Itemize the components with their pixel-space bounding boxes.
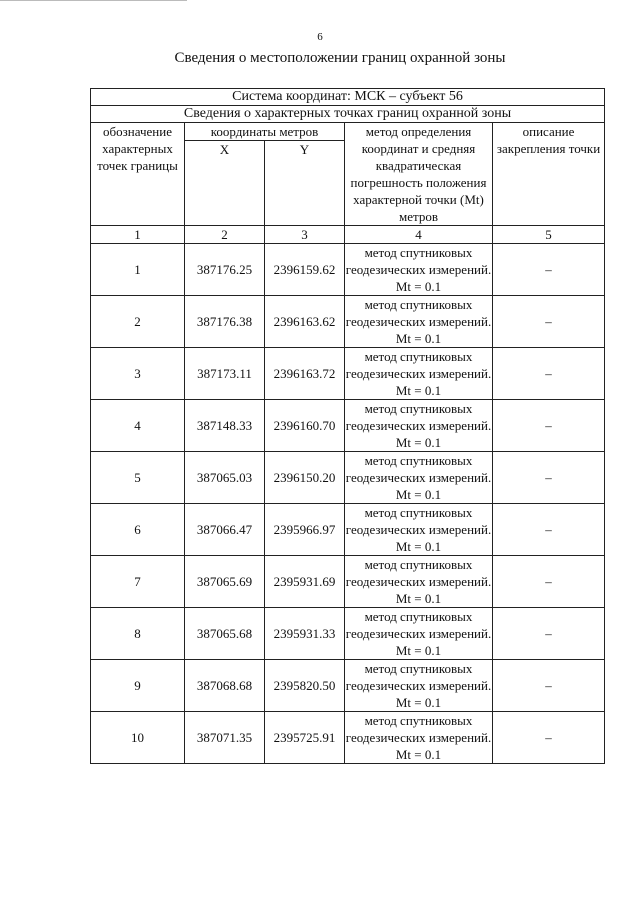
description-cell: – [493, 660, 605, 712]
table-row [91, 452, 605, 504]
x-coordinate-cell: 387065.03 [185, 452, 265, 504]
method-cell: метод спутниковых геодезических измерений. Mt = 0.1 [345, 661, 492, 710]
point-number-cell: 4 [91, 400, 185, 452]
point-number-cell: 2 [91, 296, 185, 348]
column-number: 1 [91, 226, 185, 244]
y-coordinate-cell: 2396160.70 [265, 400, 345, 452]
point-number-cell: 7 [91, 556, 185, 608]
x-coordinate-cell: 387065.69 [185, 556, 265, 608]
description-cell: – [493, 608, 605, 660]
y-coordinate-cell: 2395820.50 [265, 660, 345, 712]
description-cell: – [493, 244, 605, 296]
table-row [91, 712, 605, 764]
y-coordinate-cell: 2395931.33 [265, 608, 345, 660]
table-row [91, 608, 605, 660]
y-coordinate-cell: 2395966.97 [265, 504, 345, 556]
y-coordinate-cell: 2395725.91 [265, 712, 345, 764]
table-row [91, 556, 605, 608]
x-coordinate-cell: 387176.38 [185, 296, 265, 348]
method-cell: метод спутниковых геодезических измерений. Mt = 0.1 [345, 297, 492, 346]
x-coordinate-cell: 387065.68 [185, 608, 265, 660]
description-cell: – [493, 556, 605, 608]
y-coordinate-cell: 2396163.62 [265, 296, 345, 348]
table-row [91, 400, 605, 452]
description-cell: – [493, 348, 605, 400]
column-number: 3 [265, 226, 345, 244]
description-cell: – [493, 400, 605, 452]
section-title-cell: Сведения о характерных точках границ охранной зоны [91, 106, 605, 123]
x-coordinate-cell: 387068.68 [185, 660, 265, 712]
method-cell: метод спутниковых геодезических измерений. Mt = 0.1 [345, 609, 492, 658]
point-number-cell: 1 [91, 244, 185, 296]
x-coordinate-cell: 387066.47 [185, 504, 265, 556]
y-coordinate-cell: 2396150.20 [265, 452, 345, 504]
header-method: метод определения координат и средняя квадратическая погрешность положения характерной точки (Mt) метров [345, 123, 493, 226]
header-y: Y [265, 141, 345, 226]
boundary-points-table [90, 88, 605, 764]
method-cell: метод спутниковых геодезических измерений. Mt = 0.1 [345, 349, 492, 398]
table-row [91, 660, 605, 712]
method-cell: метод спутниковых геодезических измерений. Mt = 0.1 [345, 557, 492, 606]
y-coordinate-cell: 2396163.72 [265, 348, 345, 400]
column-number: 4 [345, 226, 493, 244]
y-coordinate-cell: 2396159.62 [265, 244, 345, 296]
coordinate-system-row [91, 89, 605, 106]
description-cell: – [493, 712, 605, 764]
table-row [91, 348, 605, 400]
column-number: 2 [185, 226, 265, 244]
point-number-cell: 5 [91, 452, 185, 504]
method-cell: метод спутниковых геодезических измерений. Mt = 0.1 [345, 505, 492, 554]
point-number-cell: 10 [91, 712, 185, 764]
header-description: описание закрепления точки [493, 123, 605, 226]
x-coordinate-cell: 387176.25 [185, 244, 265, 296]
column-number: 5 [493, 226, 605, 244]
header-point-designation: обозначение характерных точек границы [91, 123, 185, 226]
description-cell: – [493, 452, 605, 504]
section-title-row [91, 106, 605, 123]
header-coordinates: координаты метров [185, 123, 345, 141]
method-cell: метод спутниковых геодезических измерений. Mt = 0.1 [345, 713, 492, 762]
point-number-cell: 9 [91, 660, 185, 712]
point-number-cell: 6 [91, 504, 185, 556]
point-number-cell: 8 [91, 608, 185, 660]
page-number: 6 [317, 31, 323, 43]
method-cell: метод спутниковых геодезических измерений. Mt = 0.1 [345, 401, 492, 450]
point-number-cell: 3 [91, 348, 185, 400]
x-coordinate-cell: 387173.11 [185, 348, 265, 400]
header-x: X [185, 141, 265, 226]
description-cell: – [493, 504, 605, 556]
header-row-top [91, 123, 605, 141]
table-row [91, 504, 605, 556]
table-body [91, 89, 605, 764]
table-row [91, 244, 605, 296]
method-cell: метод спутниковых геодезических измерений. Mt = 0.1 [345, 453, 492, 502]
x-coordinate-cell: 387148.33 [185, 400, 265, 452]
coordinate-system-cell: Система координат: МСК – субъект 56 [91, 89, 605, 106]
method-cell: метод спутниковых геодезических измерений. Mt = 0.1 [345, 245, 492, 294]
document-title: Сведения о местоположении границ охранной зоны [174, 50, 506, 66]
table-row [91, 296, 605, 348]
x-coordinate-cell: 387071.35 [185, 712, 265, 764]
scan-corner-line [0, 0, 187, 1]
y-coordinate-cell: 2395931.69 [265, 556, 345, 608]
column-numbers-row [91, 226, 605, 244]
description-cell: – [493, 296, 605, 348]
